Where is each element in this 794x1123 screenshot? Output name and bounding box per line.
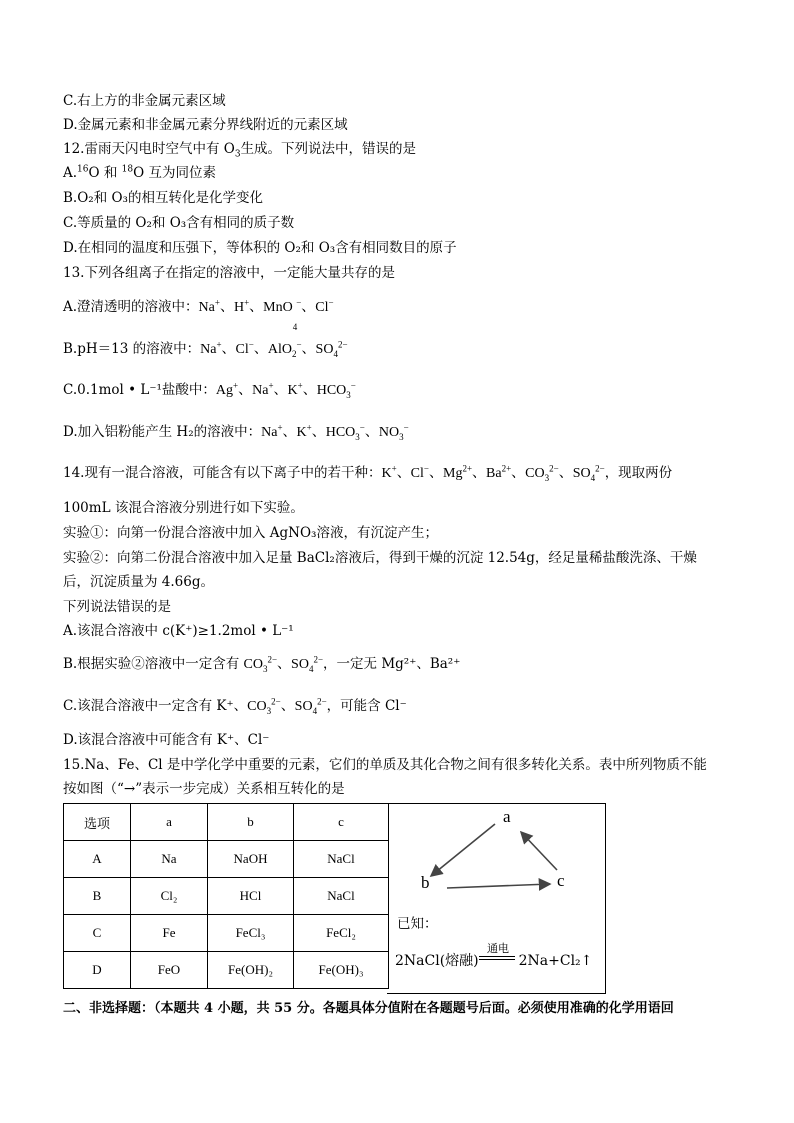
table-cell: NaOH [208,841,294,878]
q13: 13.下列各组离子在指定的溶液中，一定能大量共存的是 [63,265,395,281]
electrolysis-equation: 2NaCl(熔融) 2Na+Cl₂↑ [395,953,593,969]
options-table [63,803,389,989]
q14-option-d: D.该混合溶液中可能含有 K⁺、Cl⁻ [63,732,270,748]
table-row [64,841,389,878]
table-row [64,915,389,952]
q15-line1: 15.Na、Fe、Cl 是中学化学中重要的元素，它们的单质及其化合物之间有很多转化关系。表中所列物质不能 [63,757,707,773]
node-c: c [557,871,565,890]
experiment-2-cont: 后，沉淀质量为 4.66g。 [63,574,214,590]
experiment-1: 实验①：向第一份混合溶液中加入 AgNO₃溶液，有沉淀产生； [63,525,438,541]
table-cell: FeCl₂ [294,915,389,952]
q12-option-c: C.等质量的 O₂和 O₃含有相同的质子数 [63,215,295,231]
table-header-row [64,804,389,841]
arrow-a-to-b [431,824,495,876]
q14: 14.现有一混合溶液，可能含有以下离子中的若干种：K+、Cl−、$Mg^{2+}$、$Ba^{2+}$、$CO_3^{2-}$、$SO_4^{2-}$，现取两份 [63,463,673,483]
table-cell: FeO [131,952,208,989]
table-header-cell: 选项 [64,804,131,841]
table-cell: Fe(OH)₃ [294,952,389,989]
table-cell: NaCl [294,841,389,878]
q14-line2: 100mL 该混合溶液分别进行如下实验。 [63,500,304,516]
section-2-heading: 二、非选择题：（本题共 4 小题，共 55 分。各题具体分值附在各题题号后面。必须使用准确的化学用语回 [63,1001,674,1016]
table-header-cell: b [208,804,294,841]
table-cell: D [64,952,131,989]
table-header-cell: a [131,804,208,841]
table-row [64,952,389,989]
q13-option-a: A.澄清透明的溶液中：Na+、H+、MnO 4 −、Cl− [63,297,334,332]
q12-option-a: A.$^{16}$O 和 $^{18}$O 互为同位素 [63,164,216,181]
arrow-c-to-a [521,832,557,870]
table-cell: C [64,915,131,952]
q12-option-d: D.在相同的温度和压强下，等体积的 O₂和 O₃含有相同数目的原子 [63,240,457,256]
q14-option-b: B.根据实验②溶液中一定含有 $CO_3^{2-}$、$SO_4^{2-}$，一定无 Mg²⁺、Ba²⁺ [63,654,461,674]
table-cell: A [64,841,131,878]
table-cell: HCl [208,878,294,915]
table-cell: NaCl [294,878,389,915]
q12-option-b: B.O₂和 O₃的相互转化是化学变化 [63,190,263,206]
equation-equals-sign [479,956,515,960]
q14-option-a: A.该混合溶液中 c(K⁺)≥1.2mol • L⁻¹ [63,623,294,639]
triangle-diagram [387,804,606,914]
conversion-diagram [387,803,606,994]
table-cell: Fe(OH)₂ [208,952,294,989]
reaction-condition: 通电 [487,942,509,955]
arrow-b-to-c [447,884,550,888]
q13-option-b: B.pH＝13 的溶液中：Na+、Cl−、AlO$_2$−、$SO_4^{2-}$ [63,339,348,359]
q13-option-d: D.加入铝粉能产生 H₂的溶液中：Na+、K+、$HCO_3^-$、$NO_3^-$ [63,422,409,442]
table-row [64,878,389,915]
table-header-cell: c [294,804,389,841]
q14-option-c: C.该混合溶液中一定含有 K⁺、$CO_3^{2-}$、$SO_4^{2-}$，可能含 Cl⁻ [63,696,407,716]
q15-line2: 按如图（“→”表示一步完成）关系相互转化的是 [63,781,345,797]
l2: D.金属元素和非金属元素分界线附近的元素区域 [63,117,348,133]
table-cell: FeCl₃ [208,915,294,952]
table-cell: Fe [131,915,208,952]
node-b: b [421,873,430,892]
experiment-2: 实验②：向第二份混合溶液中加入足量 BaCl₂溶液后，得到干燥的沉淀 12.54g，经足量稀盐酸洗涤、干燥 [63,550,697,566]
known-label: 已知： [397,916,438,932]
q14-ask: 下列说法错误的是 [63,599,171,615]
table-cell: Na [131,841,208,878]
node-a: a [503,807,511,826]
table-cell: Cl₂ [131,878,208,915]
q13-option-c: C.0.1mol • L⁻¹盐酸中：Ag+、Na+、K+、$HCO_3^-$ [63,380,356,400]
table-cell: B [64,878,131,915]
q12: 12.雷雨天闪电时空气中有 $O_3$生成。下列说法中，错误的是 [63,141,417,160]
l1: C.右上方的非金属元素区域 [63,93,226,109]
